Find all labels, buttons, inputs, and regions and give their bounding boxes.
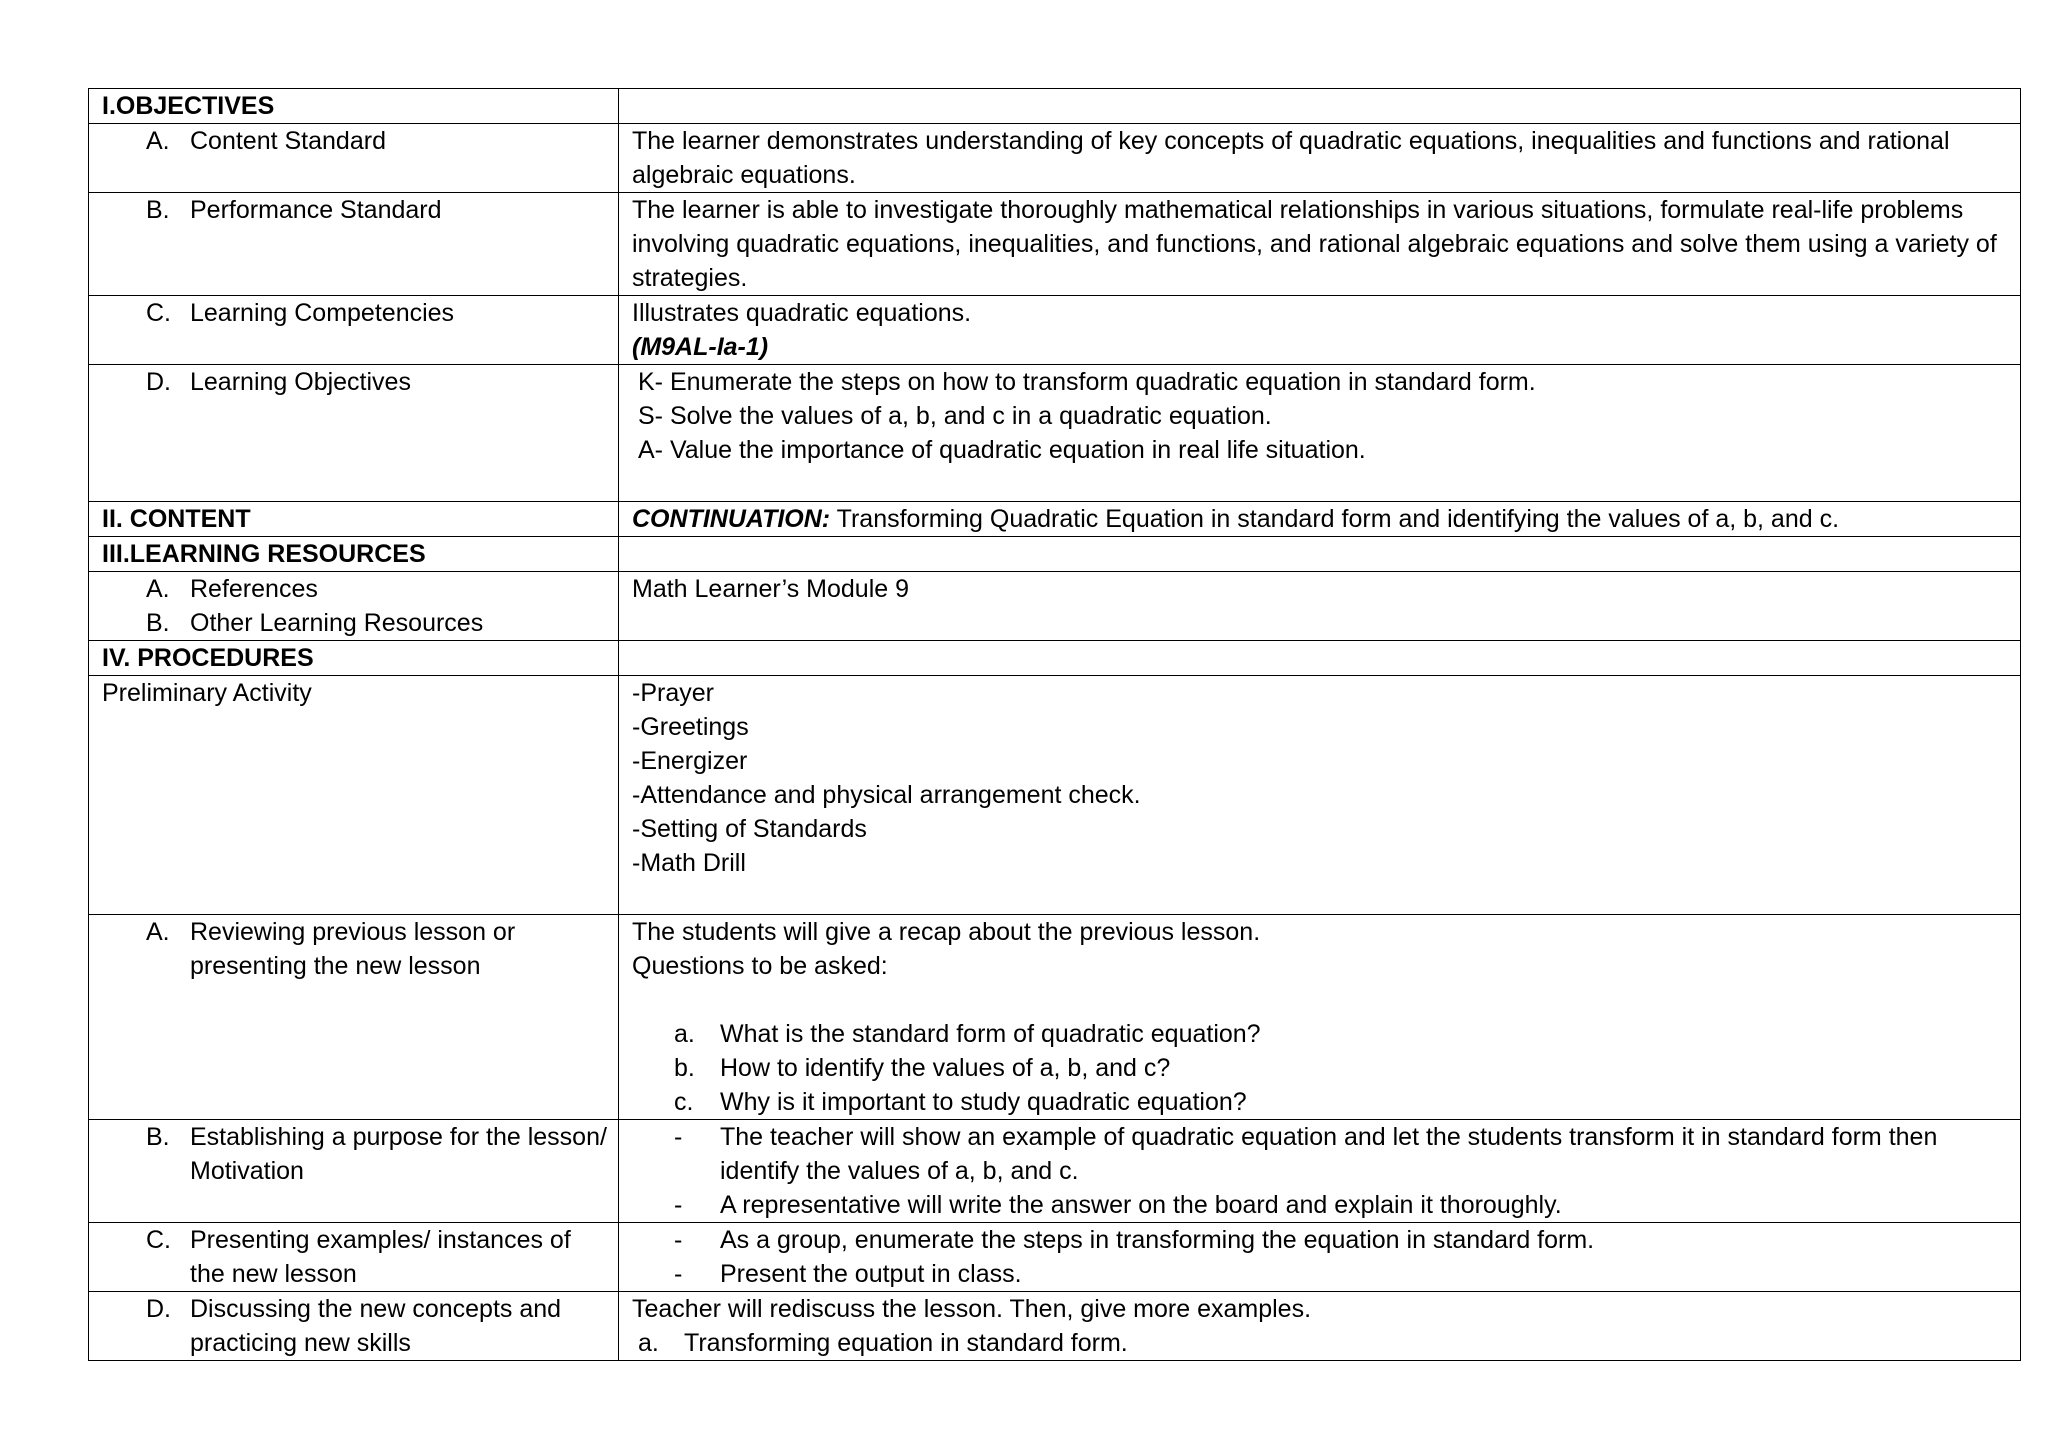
content-cell <box>619 502 2021 537</box>
references-text: Math Learner’s Module 9 <box>619 572 2021 641</box>
presenting-label: Presenting examples/ instances of the new lesson <box>190 1226 571 1288</box>
learning-resources-empty-cell <box>619 537 2021 572</box>
preliminary-item: -Math Drill <box>632 849 746 877</box>
reviewing-label-cell <box>89 915 619 1120</box>
preliminary-item: -Prayer <box>632 679 714 707</box>
row-learning-competencies <box>89 296 2021 365</box>
learning-competencies-cell <box>619 296 2021 365</box>
bullet-dash: - <box>674 1226 683 1254</box>
learning-objectives-letter: D. <box>146 368 171 396</box>
row-learning-resources <box>89 537 2021 572</box>
content-standard-label: Content Standard <box>190 127 386 155</box>
discussing-item-text: Transforming equation in standard form. <box>684 1329 1128 1357</box>
preliminary-item: -Greetings <box>632 713 749 741</box>
establishing-label-cell <box>89 1120 619 1223</box>
row-references <box>89 572 2021 641</box>
row-preliminary <box>89 676 2021 915</box>
content-heading: II. CONTENT <box>89 502 619 537</box>
preliminary-item: -Attendance and physical arrangement check. <box>632 781 1141 809</box>
objective-knowledge: K- Enumerate the steps on how to transform quadratic equation in standard form. <box>638 368 1536 396</box>
objectives-heading: I.OBJECTIVES <box>89 89 619 124</box>
reviewing-label: Reviewing previous lesson or presenting the new lesson <box>190 918 516 980</box>
question-letter: b. <box>674 1054 695 1082</box>
competency-code: (M9AL-Ia-1) <box>632 333 769 361</box>
discussing-cell <box>619 1292 2021 1361</box>
objectives-empty-cell <box>619 89 2021 124</box>
row-content-standard <box>89 124 2021 193</box>
question-item <box>632 1085 2010 1119</box>
presenting-item <box>632 1223 2010 1257</box>
reviewing-line2: Questions to be asked: <box>632 952 888 980</box>
preliminary-label: Preliminary Activity <box>89 676 619 915</box>
presenting-cell <box>619 1223 2021 1292</box>
performance-standard-label-cell <box>89 193 619 296</box>
learning-objectives-label-cell <box>89 365 619 502</box>
other-resources-letter: B. <box>146 609 170 637</box>
presenting-item-text: Present the output in class. <box>720 1260 1022 1288</box>
learning-competencies-letter: C. <box>146 299 171 327</box>
row-objectives <box>89 89 2021 124</box>
question-item <box>632 1017 2010 1051</box>
learning-objectives-cell <box>619 365 2021 502</box>
discussing-item-letter: a. <box>638 1329 659 1357</box>
row-presenting <box>89 1223 2021 1292</box>
preliminary-item: -Setting of Standards <box>632 815 867 843</box>
performance-standard-text: The learner is able to investigate thoroughly mathematical relationships in various situations, formulate real-life problems involving quadratic equations, inequalities, and functions, and rational algebraic equations and solve them using a variety of strategies. <box>619 193 2021 296</box>
question-text: What is the standard form of quadratic equation? <box>720 1020 1261 1048</box>
row-content <box>89 502 2021 537</box>
question-item <box>632 1051 2010 1085</box>
discussing-line1: Teacher will rediscuss the lesson. Then, give more examples. <box>632 1295 1312 1323</box>
preliminary-item: -Energizer <box>632 747 748 775</box>
presenting-item <box>632 1257 2010 1291</box>
reviewing-cell <box>619 915 2021 1120</box>
performance-standard-label: Performance Standard <box>190 196 442 224</box>
discussing-label-cell <box>89 1292 619 1361</box>
establishing-item <box>632 1120 2010 1188</box>
procedures-heading: IV. PROCEDURES <box>89 641 619 676</box>
discussing-letter: D. <box>146 1295 171 1323</box>
row-discussing <box>89 1292 2021 1361</box>
row-reviewing <box>89 915 2021 1120</box>
row-procedures <box>89 641 2021 676</box>
question-letter: c. <box>674 1088 694 1116</box>
question-text: Why is it important to study quadratic equation? <box>720 1088 1247 1116</box>
references-label-cell <box>89 572 619 641</box>
procedures-empty-cell <box>619 641 2021 676</box>
learning-competencies-label: Learning Competencies <box>190 299 455 327</box>
objective-attitude: A- Value the importance of quadratic equation in real life situation. <box>638 436 1366 464</box>
row-establishing <box>89 1120 2021 1223</box>
establishing-item-text: The teacher will show an example of quadratic equation and let the students transform it in standard form then identify the values of a, b, and c. <box>720 1123 1938 1185</box>
learning-competencies-text: Illustrates quadratic equations. <box>632 299 972 327</box>
bullet-dash: - <box>674 1260 683 1288</box>
presenting-letter: C. <box>146 1226 171 1254</box>
establishing-cell <box>619 1120 2021 1223</box>
discussing-label: Discussing the new concepts and practicing new skills <box>190 1295 562 1357</box>
presenting-item-text: As a group, enumerate the steps in transforming the equation in standard form. <box>720 1226 1595 1254</box>
establishing-item <box>632 1188 2010 1222</box>
row-performance-standard <box>89 193 2021 296</box>
establishing-label: Establishing a purpose for the lesson/ Motivation <box>190 1123 607 1185</box>
establishing-letter: B. <box>146 1123 170 1151</box>
content-text: Transforming Quadratic Equation in standard form and identifying the values of a, b, and c. <box>830 505 1840 533</box>
objective-skill: S- Solve the values of a, b, and c in a quadratic equation. <box>638 402 1272 430</box>
establishing-item-text: A representative will write the answer on the board and explain it thoroughly. <box>720 1191 1562 1219</box>
learning-resources-heading: III.LEARNING RESOURCES <box>89 537 619 572</box>
question-letter: a. <box>674 1020 695 1048</box>
reviewing-line1: The students will give a recap about the previous lesson. <box>632 918 1261 946</box>
presenting-label-cell <box>89 1223 619 1292</box>
other-resources-label: Other Learning Resources <box>190 609 484 637</box>
preliminary-cell <box>619 676 2021 915</box>
learning-objectives-label: Learning Objectives <box>190 368 411 396</box>
row-learning-objectives <box>89 365 2021 502</box>
reviewing-letter: A. <box>146 918 170 946</box>
learning-competencies-label-cell <box>89 296 619 365</box>
references-label: References <box>190 575 318 603</box>
performance-standard-letter: B. <box>146 196 170 224</box>
lesson-plan-table <box>88 88 2021 1361</box>
content-standard-text: The learner demonstrates understanding of key concepts of quadratic equations, inequalities and functions and rational algebraic equations. <box>619 124 2021 193</box>
content-lead: CONTINUATION: <box>632 505 831 533</box>
references-letter: A. <box>146 575 170 603</box>
bullet-dash: - <box>674 1191 683 1219</box>
discussing-item <box>632 1326 2010 1360</box>
bullet-dash: - <box>674 1123 683 1151</box>
lesson-plan-page <box>88 88 2020 1361</box>
content-standard-label-cell <box>89 124 619 193</box>
question-text: How to identify the values of a, b, and c? <box>720 1054 1171 1082</box>
content-standard-letter: A. <box>146 127 170 155</box>
